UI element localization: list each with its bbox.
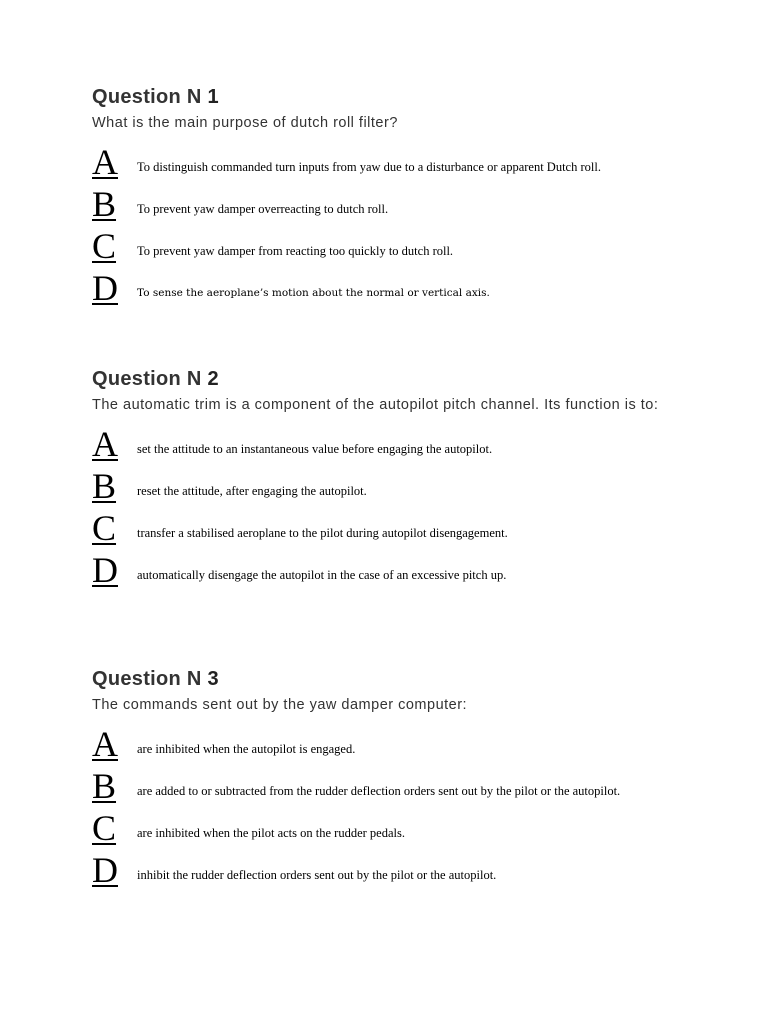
answer-list: [92, 144, 682, 312]
answer-text: reset the attitude, after engaging the autopilot.: [137, 484, 367, 498]
answer-letter: A: [92, 142, 118, 182]
answer-option-d[interactable]: [92, 552, 682, 594]
answer-option-d[interactable]: [92, 270, 682, 312]
question-text: What is the main purpose of dutch roll filter?: [92, 115, 398, 131]
question-number: 3: [207, 668, 219, 690]
question-title: [92, 667, 682, 691]
answer-text: To prevent yaw damper overreacting to dutch roll.: [137, 202, 389, 216]
answer-option-a[interactable]: [92, 426, 682, 468]
answer-letter: C: [92, 226, 117, 266]
question-number: 1: [207, 86, 219, 108]
answer-option-a[interactable]: [92, 726, 682, 768]
answer-letter: C: [92, 508, 117, 548]
question-title: [92, 85, 682, 109]
answer-option-b[interactable]: [92, 186, 682, 228]
answer-list: [92, 426, 682, 594]
answer-letter: D: [92, 268, 118, 308]
answer-option-d[interactable]: [92, 852, 682, 894]
answer-text: To prevent yaw damper from reacting too quickly to dutch roll.: [137, 244, 454, 258]
answer-option-b[interactable]: [92, 768, 682, 810]
answer-option-a[interactable]: [92, 144, 682, 186]
answer-text: inhibit the rudder deflection orders sent out by the pilot or the autopilot.: [137, 868, 497, 882]
answer-option-c[interactable]: [92, 810, 682, 852]
question-label: Question N: [92, 368, 202, 390]
answer-text: are added to or subtracted from the rudder deflection orders sent out by the pilot or the autopilot.: [137, 784, 621, 798]
answer-text: transfer a stabilised aeroplane to the pilot during autopilot disengagement.: [137, 526, 508, 540]
question-label: Question N: [92, 668, 202, 690]
question-text: The automatic trim is a component of the autopilot pitch channel. Its function is to:: [92, 397, 659, 413]
question-text: The commands sent out by the yaw damper computer:: [92, 697, 468, 713]
answer-option-b[interactable]: [92, 468, 682, 510]
answer-text: are inhibited when the autopilot is engaged.: [137, 742, 356, 756]
answer-letter: B: [92, 766, 117, 806]
answer-option-c[interactable]: [92, 510, 682, 552]
answer-letter: D: [92, 550, 118, 590]
question-3: [92, 667, 682, 894]
answer-list: [92, 726, 682, 894]
answer-text: set the attitude to an instantaneous value before engaging the autopilot.: [137, 442, 493, 456]
question-2: [92, 367, 682, 594]
question-label: Question N: [92, 86, 202, 108]
answer-text: To distinguish commanded turn inputs from yaw due to a disturbance or apparent Dutch roll.: [137, 160, 601, 174]
answer-text: are inhibited when the pilot acts on the rudder pedals.: [137, 826, 405, 840]
answer-text: automatically disengage the autopilot in the case of an excessive pitch up.: [137, 568, 507, 582]
question-1: [92, 85, 682, 312]
answer-letter: B: [92, 466, 117, 506]
answer-letter: A: [92, 424, 118, 464]
question-number: 2: [207, 368, 219, 390]
answer-letter: D: [92, 850, 118, 890]
answer-text: To sense the aeroplane’s motion about the normal or vertical axis.: [137, 287, 490, 299]
answer-letter: C: [92, 808, 117, 848]
question-title: [92, 367, 682, 391]
answer-option-c[interactable]: [92, 228, 682, 270]
answer-letter: B: [92, 184, 117, 224]
answer-letter: A: [92, 724, 118, 764]
